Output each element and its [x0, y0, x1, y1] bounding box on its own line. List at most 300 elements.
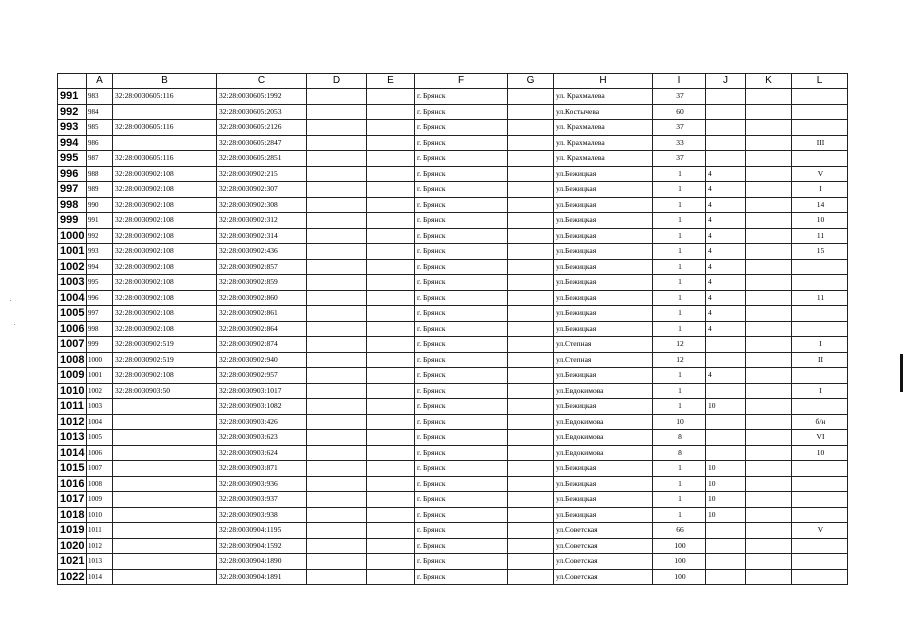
cell-i[interactable]: 100: [653, 569, 706, 585]
cell-l[interactable]: [792, 492, 848, 508]
cell-b[interactable]: [113, 414, 217, 430]
cell-l[interactable]: V: [792, 523, 848, 539]
cell-e[interactable]: [367, 414, 415, 430]
cell-j[interactable]: [706, 569, 746, 585]
cell-f[interactable]: г. Брянск: [415, 337, 508, 353]
column-header-l[interactable]: L: [792, 74, 848, 89]
cell-e[interactable]: [367, 104, 415, 120]
cell-c[interactable]: 32:28:0030902:860: [217, 290, 307, 306]
cell-d[interactable]: [307, 383, 367, 399]
cell-g[interactable]: [508, 538, 554, 554]
cell-d[interactable]: [307, 321, 367, 337]
cell-h[interactable]: ул.Костычева: [554, 104, 653, 120]
cell-d[interactable]: [307, 89, 367, 105]
cell-l[interactable]: 10: [792, 213, 848, 229]
cell-e[interactable]: [367, 383, 415, 399]
column-header-a[interactable]: A: [87, 74, 113, 89]
cell-k[interactable]: [746, 507, 792, 523]
cell-j[interactable]: [706, 104, 746, 120]
cell-e[interactable]: [367, 120, 415, 136]
cell-k[interactable]: [746, 259, 792, 275]
cell-e[interactable]: [367, 213, 415, 229]
cell-d[interactable]: [307, 445, 367, 461]
cell-a[interactable]: 995: [87, 275, 113, 291]
row-number[interactable]: 1016: [58, 476, 87, 492]
cell-f[interactable]: г. Брянск: [415, 445, 508, 461]
cell-a[interactable]: 1011: [87, 523, 113, 539]
cell-i[interactable]: 1: [653, 306, 706, 322]
cell-a[interactable]: 998: [87, 321, 113, 337]
cell-a[interactable]: 1014: [87, 569, 113, 585]
cell-i[interactable]: 1: [653, 399, 706, 415]
cell-e[interactable]: [367, 523, 415, 539]
cell-g[interactable]: [508, 306, 554, 322]
cell-e[interactable]: [367, 569, 415, 585]
cell-g[interactable]: [508, 523, 554, 539]
row-number[interactable]: 1013: [58, 430, 87, 446]
cell-b[interactable]: [113, 445, 217, 461]
cell-g[interactable]: [508, 368, 554, 384]
cell-f[interactable]: г. Брянск: [415, 414, 508, 430]
cell-g[interactable]: [508, 399, 554, 415]
row-number[interactable]: 1008: [58, 352, 87, 368]
cell-d[interactable]: [307, 523, 367, 539]
cell-d[interactable]: [307, 538, 367, 554]
cell-h[interactable]: ул. Крахмалева: [554, 120, 653, 136]
cell-b[interactable]: [113, 461, 217, 477]
cell-g[interactable]: [508, 182, 554, 198]
row-number[interactable]: 1014: [58, 445, 87, 461]
cell-b[interactable]: 32:28:0030902:108: [113, 166, 217, 182]
cell-i[interactable]: 1: [653, 383, 706, 399]
cell-b[interactable]: 32:28:0030902:108: [113, 197, 217, 213]
cell-k[interactable]: [746, 476, 792, 492]
cell-c[interactable]: 32:28:0030902:215: [217, 166, 307, 182]
row-number[interactable]: 995: [58, 151, 87, 167]
cell-i[interactable]: 10: [653, 414, 706, 430]
cell-a[interactable]: 1009: [87, 492, 113, 508]
cell-k[interactable]: [746, 461, 792, 477]
cell-d[interactable]: [307, 197, 367, 213]
cell-g[interactable]: [508, 228, 554, 244]
cell-d[interactable]: [307, 120, 367, 136]
cell-j[interactable]: [706, 383, 746, 399]
cell-e[interactable]: [367, 476, 415, 492]
cell-k[interactable]: [746, 321, 792, 337]
cell-h[interactable]: ул.Бежицкая: [554, 461, 653, 477]
cell-b[interactable]: 32:28:0030902:108: [113, 259, 217, 275]
cell-e[interactable]: [367, 135, 415, 151]
cell-c[interactable]: 32:28:0030605:1992: [217, 89, 307, 105]
cell-j[interactable]: 10: [706, 507, 746, 523]
cell-b[interactable]: 32:28:0030902:108: [113, 275, 217, 291]
cell-e[interactable]: [367, 197, 415, 213]
row-number[interactable]: 1000: [58, 228, 87, 244]
cell-h[interactable]: ул.Евдокимова: [554, 445, 653, 461]
cell-a[interactable]: 1004: [87, 414, 113, 430]
cell-a[interactable]: 1010: [87, 507, 113, 523]
cell-g[interactable]: [508, 414, 554, 430]
cell-j[interactable]: 4: [706, 259, 746, 275]
row-number[interactable]: 996: [58, 166, 87, 182]
cell-b[interactable]: 32:28:0030902:108: [113, 290, 217, 306]
cell-a[interactable]: 988: [87, 166, 113, 182]
cell-k[interactable]: [746, 104, 792, 120]
cell-f[interactable]: г. Брянск: [415, 538, 508, 554]
cell-i[interactable]: 1: [653, 259, 706, 275]
cell-g[interactable]: [508, 492, 554, 508]
cell-j[interactable]: [706, 120, 746, 136]
cell-e[interactable]: [367, 399, 415, 415]
cell-i[interactable]: 1: [653, 290, 706, 306]
cell-l[interactable]: [792, 538, 848, 554]
cell-d[interactable]: [307, 135, 367, 151]
cell-j[interactable]: 4: [706, 228, 746, 244]
cell-c[interactable]: 32:28:0030904:1890: [217, 554, 307, 570]
cell-g[interactable]: [508, 166, 554, 182]
cell-l[interactable]: 10: [792, 445, 848, 461]
cell-i[interactable]: 100: [653, 554, 706, 570]
row-number[interactable]: 1021: [58, 554, 87, 570]
cell-g[interactable]: [508, 476, 554, 492]
cell-f[interactable]: г. Брянск: [415, 523, 508, 539]
cell-g[interactable]: [508, 197, 554, 213]
cell-e[interactable]: [367, 321, 415, 337]
cell-l[interactable]: [792, 151, 848, 167]
cell-d[interactable]: [307, 337, 367, 353]
cell-j[interactable]: 10: [706, 476, 746, 492]
cell-h[interactable]: ул.Советская: [554, 538, 653, 554]
row-number[interactable]: 991: [58, 89, 87, 105]
cell-b[interactable]: [113, 523, 217, 539]
cell-k[interactable]: [746, 337, 792, 353]
cell-k[interactable]: [746, 166, 792, 182]
cell-g[interactable]: [508, 104, 554, 120]
cell-d[interactable]: [307, 228, 367, 244]
row-number[interactable]: 1019: [58, 523, 87, 539]
cell-e[interactable]: [367, 352, 415, 368]
cell-j[interactable]: 10: [706, 399, 746, 415]
cell-h[interactable]: ул. Крахмалева: [554, 89, 653, 105]
cell-c[interactable]: 32:28:0030903:936: [217, 476, 307, 492]
cell-c[interactable]: 32:28:0030904:1592: [217, 538, 307, 554]
cell-h[interactable]: ул.Бежицкая: [554, 507, 653, 523]
cell-f[interactable]: г. Брянск: [415, 228, 508, 244]
cell-a[interactable]: 991: [87, 213, 113, 229]
cell-j[interactable]: 10: [706, 492, 746, 508]
cell-a[interactable]: 985: [87, 120, 113, 136]
cell-f[interactable]: г. Брянск: [415, 383, 508, 399]
cell-a[interactable]: 989: [87, 182, 113, 198]
cell-k[interactable]: [746, 120, 792, 136]
cell-f[interactable]: г. Брянск: [415, 352, 508, 368]
cell-h[interactable]: ул.Степная: [554, 352, 653, 368]
cell-l[interactable]: [792, 104, 848, 120]
cell-j[interactable]: 4: [706, 244, 746, 260]
cell-e[interactable]: [367, 554, 415, 570]
cell-d[interactable]: [307, 414, 367, 430]
cell-f[interactable]: г. Брянск: [415, 461, 508, 477]
cell-k[interactable]: [746, 228, 792, 244]
row-number[interactable]: 1015: [58, 461, 87, 477]
cell-b[interactable]: 32:28:0030902:108: [113, 182, 217, 198]
column-header-e[interactable]: E: [367, 74, 415, 89]
cell-f[interactable]: г. Брянск: [415, 430, 508, 446]
cell-b[interactable]: [113, 135, 217, 151]
cell-k[interactable]: [746, 430, 792, 446]
cell-f[interactable]: г. Брянск: [415, 166, 508, 182]
cell-g[interactable]: [508, 554, 554, 570]
cell-c[interactable]: 32:28:0030902:436: [217, 244, 307, 260]
cell-a[interactable]: 994: [87, 259, 113, 275]
cell-j[interactable]: [706, 430, 746, 446]
cell-b[interactable]: [113, 492, 217, 508]
cell-h[interactable]: ул.Бежицкая: [554, 492, 653, 508]
cell-b[interactable]: 32:28:0030902:108: [113, 228, 217, 244]
cell-d[interactable]: [307, 244, 367, 260]
cell-h[interactable]: ул.Советская: [554, 554, 653, 570]
cell-j[interactable]: 4: [706, 213, 746, 229]
cell-b[interactable]: 32:28:0030902:108: [113, 321, 217, 337]
cell-a[interactable]: 986: [87, 135, 113, 151]
cell-l[interactable]: [792, 321, 848, 337]
cell-l[interactable]: [792, 569, 848, 585]
cell-l[interactable]: [792, 399, 848, 415]
cell-d[interactable]: [307, 476, 367, 492]
cell-l[interactable]: VI: [792, 430, 848, 446]
cell-c[interactable]: 32:28:0030903:624: [217, 445, 307, 461]
cell-i[interactable]: 1: [653, 197, 706, 213]
cell-h[interactable]: ул.Бежицкая: [554, 213, 653, 229]
cell-g[interactable]: [508, 244, 554, 260]
cell-e[interactable]: [367, 306, 415, 322]
cell-d[interactable]: [307, 461, 367, 477]
cell-a[interactable]: 992: [87, 228, 113, 244]
cell-k[interactable]: [746, 197, 792, 213]
row-number[interactable]: 1004: [58, 290, 87, 306]
cell-l[interactable]: [792, 554, 848, 570]
cell-f[interactable]: г. Брянск: [415, 120, 508, 136]
cell-j[interactable]: 4: [706, 182, 746, 198]
row-number[interactable]: 998: [58, 197, 87, 213]
cell-k[interactable]: [746, 383, 792, 399]
cell-i[interactable]: 1: [653, 182, 706, 198]
row-number[interactable]: 1007: [58, 337, 87, 353]
cell-a[interactable]: 1001: [87, 368, 113, 384]
cell-a[interactable]: 1007: [87, 461, 113, 477]
cell-i[interactable]: 1: [653, 213, 706, 229]
cell-f[interactable]: г. Брянск: [415, 368, 508, 384]
cell-h[interactable]: ул.Евдокимова: [554, 414, 653, 430]
cell-g[interactable]: [508, 569, 554, 585]
cell-c[interactable]: 32:28:0030903:623: [217, 430, 307, 446]
cell-a[interactable]: 1012: [87, 538, 113, 554]
cell-i[interactable]: 1: [653, 275, 706, 291]
cell-c[interactable]: 32:28:0030902:857: [217, 259, 307, 275]
cell-l[interactable]: [792, 89, 848, 105]
cell-k[interactable]: [746, 290, 792, 306]
cell-f[interactable]: г. Брянск: [415, 321, 508, 337]
cell-g[interactable]: [508, 120, 554, 136]
cell-l[interactable]: [792, 368, 848, 384]
cell-l[interactable]: [792, 461, 848, 477]
cell-b[interactable]: [113, 104, 217, 120]
cell-i[interactable]: 60: [653, 104, 706, 120]
cell-c[interactable]: 32:28:0030605:2847: [217, 135, 307, 151]
column-header-f[interactable]: F: [415, 74, 508, 89]
cell-j[interactable]: [706, 352, 746, 368]
cell-c[interactable]: 32:28:0030903:938: [217, 507, 307, 523]
cell-a[interactable]: 983: [87, 89, 113, 105]
cell-e[interactable]: [367, 244, 415, 260]
cell-a[interactable]: 993: [87, 244, 113, 260]
cell-e[interactable]: [367, 275, 415, 291]
cell-l[interactable]: I: [792, 337, 848, 353]
cell-f[interactable]: г. Брянск: [415, 244, 508, 260]
cell-k[interactable]: [746, 352, 792, 368]
cell-h[interactable]: ул.Бежицкая: [554, 182, 653, 198]
cell-i[interactable]: 37: [653, 151, 706, 167]
row-number[interactable]: 1005: [58, 306, 87, 322]
cell-c[interactable]: 32:28:0030902:307: [217, 182, 307, 198]
row-number[interactable]: 1020: [58, 538, 87, 554]
cell-b[interactable]: 32:28:0030903:50: [113, 383, 217, 399]
cell-k[interactable]: [746, 89, 792, 105]
cell-f[interactable]: г. Брянск: [415, 89, 508, 105]
cell-l[interactable]: III: [792, 135, 848, 151]
cell-i[interactable]: 100: [653, 538, 706, 554]
cell-b[interactable]: [113, 476, 217, 492]
cell-d[interactable]: [307, 151, 367, 167]
cell-j[interactable]: 4: [706, 275, 746, 291]
cell-k[interactable]: [746, 554, 792, 570]
row-number[interactable]: 1011: [58, 399, 87, 415]
cell-c[interactable]: 32:28:0030605:2053: [217, 104, 307, 120]
cell-h[interactable]: ул.Бежицкая: [554, 321, 653, 337]
cell-c[interactable]: 32:28:0030903:871: [217, 461, 307, 477]
cell-e[interactable]: [367, 337, 415, 353]
cell-b[interactable]: 32:28:0030902:519: [113, 337, 217, 353]
cell-k[interactable]: [746, 523, 792, 539]
cell-j[interactable]: 4: [706, 197, 746, 213]
cell-i[interactable]: 1: [653, 507, 706, 523]
cell-j[interactable]: 4: [706, 290, 746, 306]
row-number[interactable]: 997: [58, 182, 87, 198]
cell-a[interactable]: 1013: [87, 554, 113, 570]
cell-h[interactable]: ул. Крахмалева: [554, 151, 653, 167]
cell-l[interactable]: V: [792, 166, 848, 182]
cell-h[interactable]: ул. Крахмалева: [554, 135, 653, 151]
cell-b[interactable]: 32:28:0030902:108: [113, 306, 217, 322]
column-header-h[interactable]: H: [554, 74, 653, 89]
cell-g[interactable]: [508, 445, 554, 461]
cell-f[interactable]: г. Брянск: [415, 135, 508, 151]
cell-b[interactable]: 32:28:0030605:116: [113, 151, 217, 167]
cell-i[interactable]: 37: [653, 120, 706, 136]
cell-h[interactable]: ул.Евдокимова: [554, 383, 653, 399]
cell-k[interactable]: [746, 306, 792, 322]
cell-e[interactable]: [367, 538, 415, 554]
column-header-i[interactable]: I: [653, 74, 706, 89]
cell-b[interactable]: [113, 538, 217, 554]
row-number[interactable]: 1003: [58, 275, 87, 291]
cell-c[interactable]: 32:28:0030904:1195: [217, 523, 307, 539]
cell-b[interactable]: [113, 430, 217, 446]
cell-d[interactable]: [307, 399, 367, 415]
cell-i[interactable]: 8: [653, 445, 706, 461]
cell-b[interactable]: 32:28:0030902:519: [113, 352, 217, 368]
cell-h[interactable]: ул.Бежицкая: [554, 166, 653, 182]
cell-c[interactable]: 32:28:0030903:426: [217, 414, 307, 430]
cell-f[interactable]: г. Брянск: [415, 151, 508, 167]
cell-d[interactable]: [307, 213, 367, 229]
cell-a[interactable]: 1006: [87, 445, 113, 461]
cell-c[interactable]: 32:28:0030903:1017: [217, 383, 307, 399]
cell-i[interactable]: 1: [653, 476, 706, 492]
column-header-c[interactable]: C: [217, 74, 307, 89]
cell-e[interactable]: [367, 151, 415, 167]
cell-l[interactable]: 11: [792, 228, 848, 244]
cell-k[interactable]: [746, 182, 792, 198]
cell-a[interactable]: 1003: [87, 399, 113, 415]
cell-c[interactable]: 32:28:0030902:874: [217, 337, 307, 353]
cell-a[interactable]: 987: [87, 151, 113, 167]
cell-b[interactable]: 32:28:0030605:116: [113, 89, 217, 105]
column-header-d[interactable]: D: [307, 74, 367, 89]
cell-k[interactable]: [746, 445, 792, 461]
cell-b[interactable]: [113, 399, 217, 415]
cell-e[interactable]: [367, 368, 415, 384]
row-number[interactable]: 1002: [58, 259, 87, 275]
cell-l[interactable]: II: [792, 352, 848, 368]
cell-j[interactable]: [706, 337, 746, 353]
row-number[interactable]: 1001: [58, 244, 87, 260]
cell-i[interactable]: 1: [653, 368, 706, 384]
cell-e[interactable]: [367, 166, 415, 182]
cell-b[interactable]: [113, 569, 217, 585]
cell-l[interactable]: [792, 275, 848, 291]
cell-f[interactable]: г. Брянск: [415, 290, 508, 306]
cell-b[interactable]: 32:28:0030902:108: [113, 213, 217, 229]
row-number[interactable]: 1017: [58, 492, 87, 508]
cell-g[interactable]: [508, 89, 554, 105]
cell-h[interactable]: ул.Советская: [554, 569, 653, 585]
cell-f[interactable]: г. Брянск: [415, 213, 508, 229]
cell-d[interactable]: [307, 306, 367, 322]
cell-j[interactable]: 10: [706, 461, 746, 477]
cell-h[interactable]: ул.Бежицкая: [554, 228, 653, 244]
row-number[interactable]: 993: [58, 120, 87, 136]
cell-d[interactable]: [307, 492, 367, 508]
row-number[interactable]: 999: [58, 213, 87, 229]
cell-d[interactable]: [307, 104, 367, 120]
cell-h[interactable]: ул.Бежицкая: [554, 306, 653, 322]
cell-h[interactable]: ул.Бежицкая: [554, 399, 653, 415]
cell-l[interactable]: [792, 306, 848, 322]
cell-h[interactable]: ул.Бежицкая: [554, 275, 653, 291]
cell-l[interactable]: [792, 259, 848, 275]
cell-h[interactable]: ул.Бежицкая: [554, 368, 653, 384]
cell-b[interactable]: 32:28:0030902:108: [113, 244, 217, 260]
cell-a[interactable]: 1005: [87, 430, 113, 446]
cell-j[interactable]: 4: [706, 368, 746, 384]
cell-g[interactable]: [508, 321, 554, 337]
cell-d[interactable]: [307, 352, 367, 368]
cell-f[interactable]: г. Брянск: [415, 182, 508, 198]
cell-f[interactable]: г. Брянск: [415, 507, 508, 523]
cell-g[interactable]: [508, 352, 554, 368]
cell-k[interactable]: [746, 569, 792, 585]
